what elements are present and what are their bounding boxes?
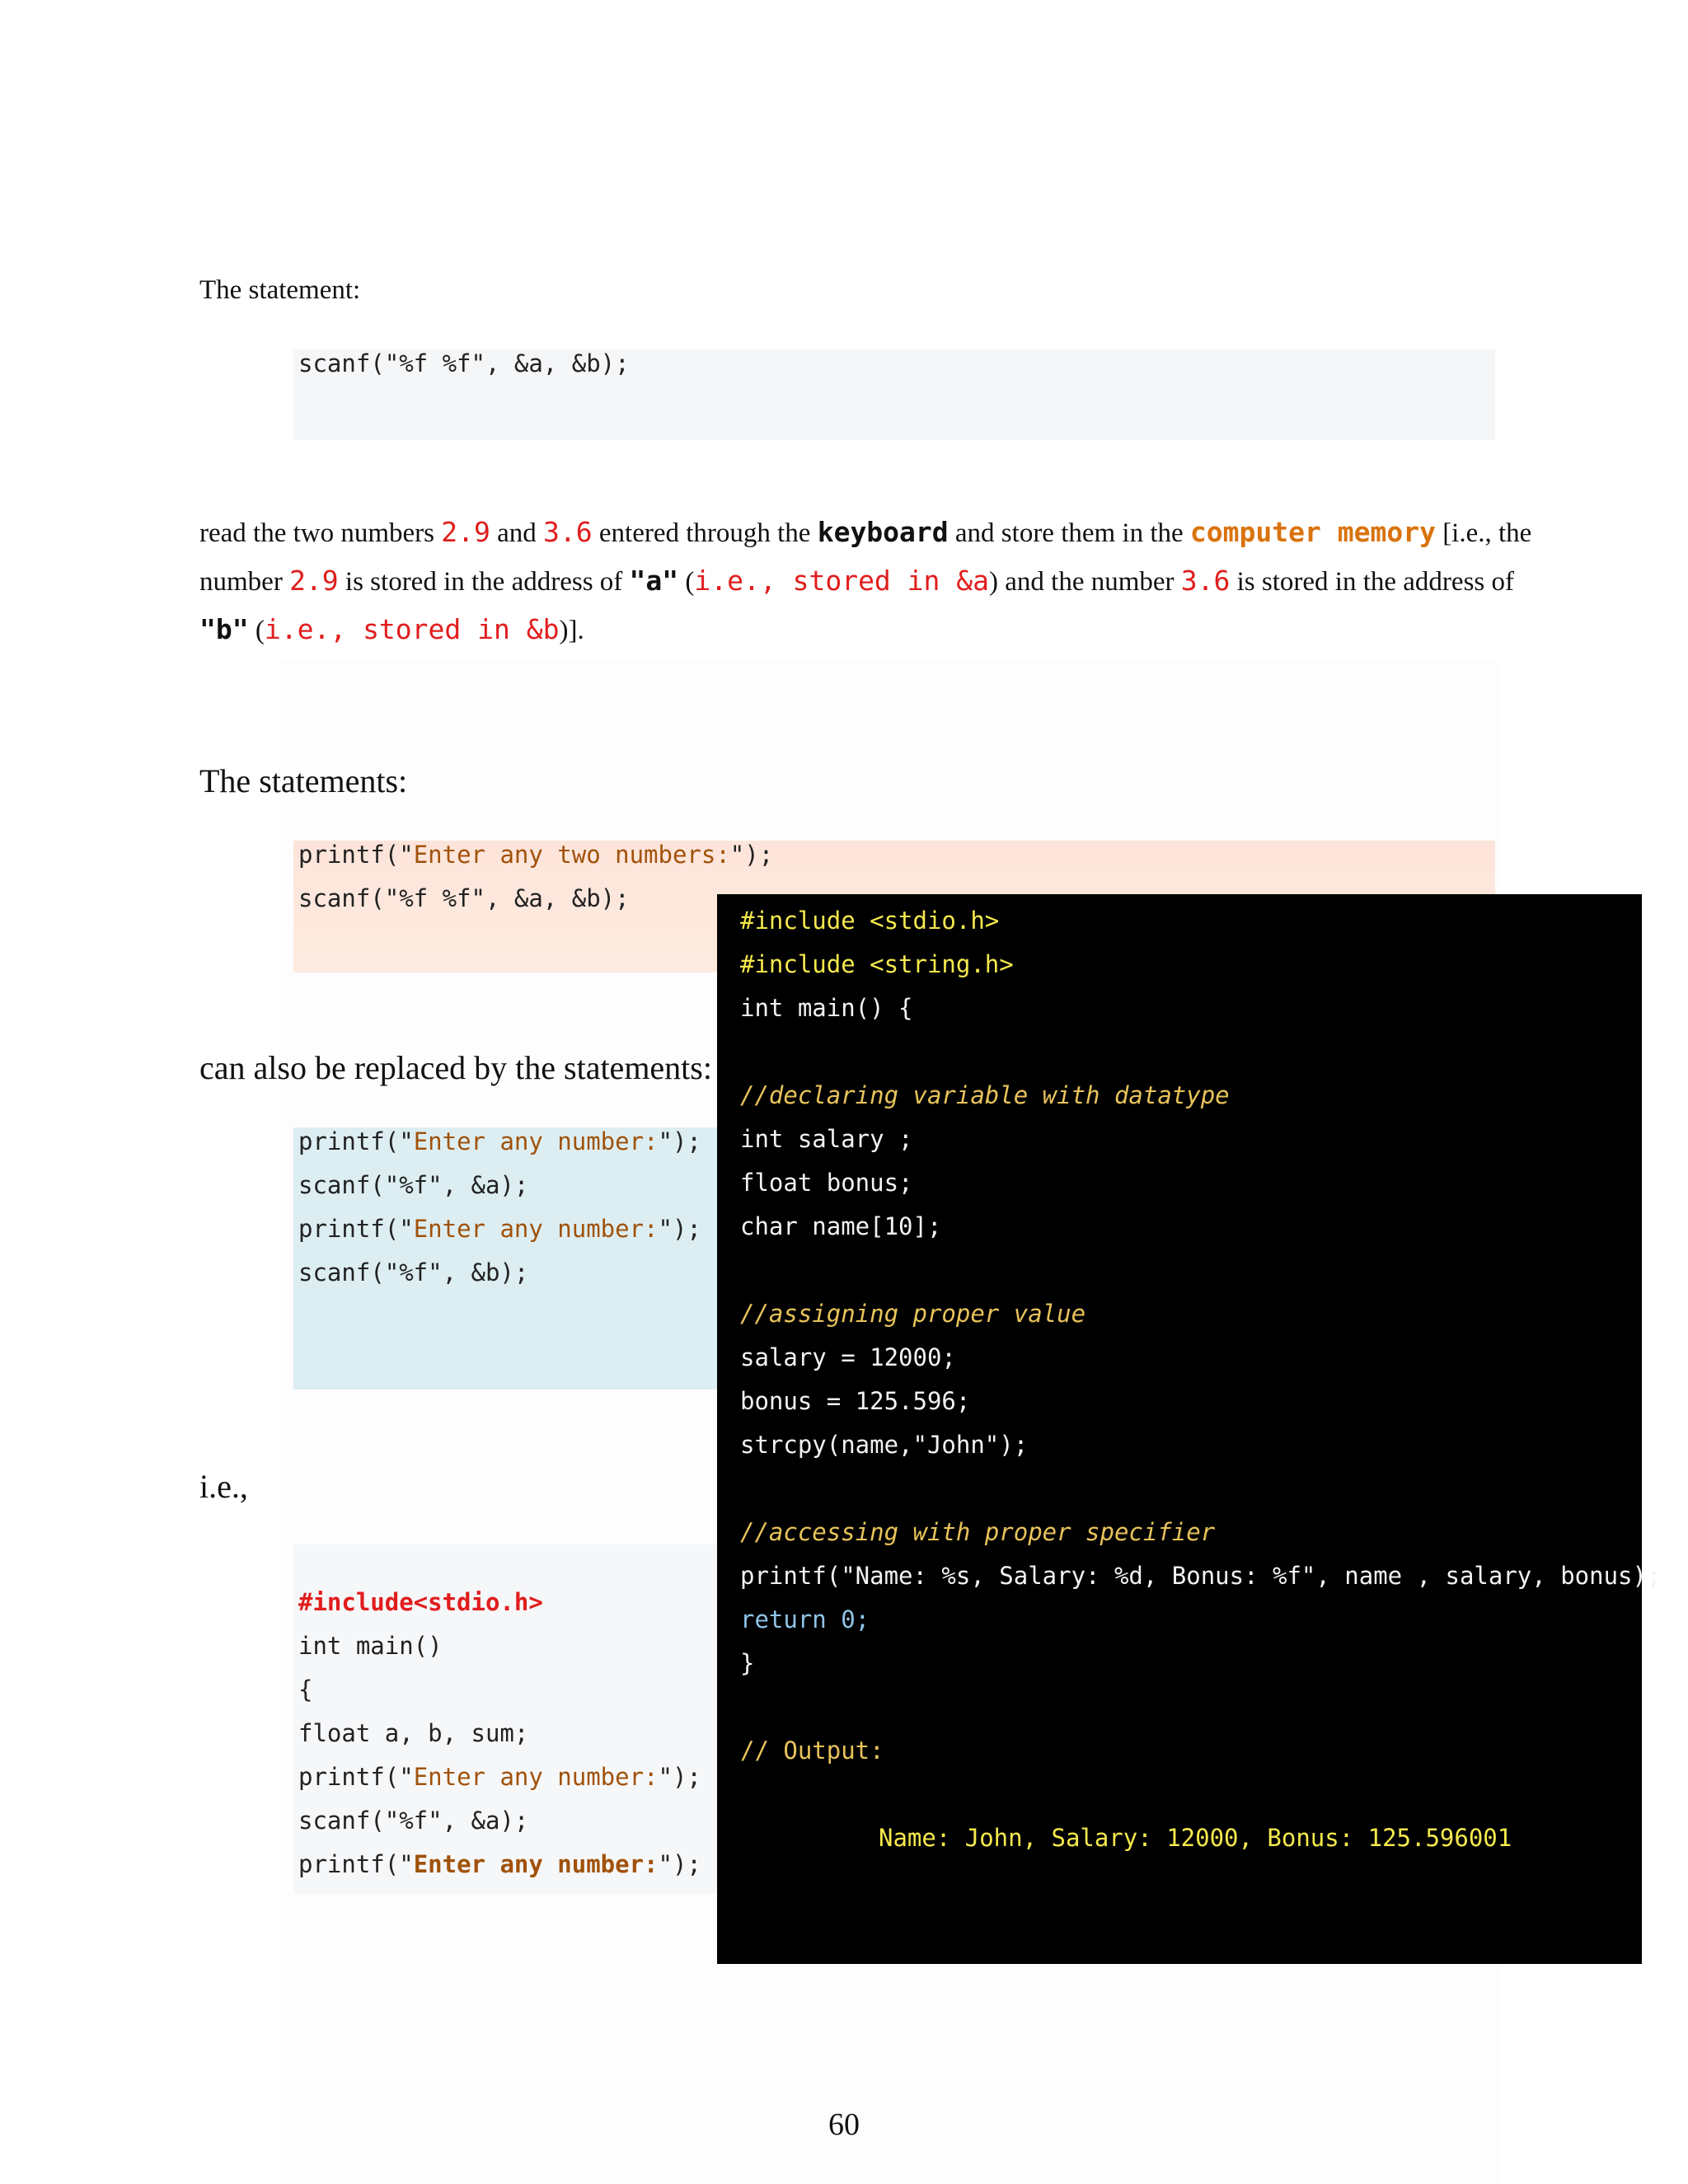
code-comment: // Output:: [740, 1736, 884, 1765]
code-line: salary = 12000;: [740, 1343, 956, 1371]
paragraph-line-1: read the two numbers 2.9 and 3.6 entered through the keyboard and store them in the computer memory [i.e., the: [199, 516, 1532, 548]
code-line: printf("Enter any number:");: [298, 1850, 701, 1878]
code-line: {: [298, 1675, 313, 1704]
paragraph-line-3: "b" (i.e., stored in &b)].: [199, 613, 584, 645]
code-line: float bonus;: [740, 1169, 913, 1197]
code-line: scanf("%f", &a);: [298, 1171, 529, 1199]
code-line: int main(): [298, 1632, 443, 1660]
code-line-include: #include <stdio.h>: [740, 907, 1000, 935]
code-line: strcpy(name,"John");: [740, 1431, 1029, 1459]
dark-code-overlay: [717, 894, 1662, 1964]
code-line: printf("Name: %s, Salary: %d, Bonus: %f", name , salary, bonus);: [740, 1562, 1662, 1590]
code-line: printf("Enter any two numbers:");: [298, 841, 774, 869]
code-line: scanf("%f %f", &a, &b);: [298, 349, 630, 377]
code-comment: //declaring variable with datatype: [740, 1081, 1230, 1109]
section-label-statement: The statement:: [199, 275, 361, 305]
code-comment: //accessing with proper specifier: [740, 1518, 1216, 1546]
code-line: scanf("%f", &b);: [298, 1258, 529, 1286]
output-line: Name: John, Salary: 12000, Bonus: 125.596001: [879, 1824, 1512, 1852]
code-line: char name[10];: [740, 1212, 942, 1240]
code-line-return: return 0;: [740, 1605, 870, 1633]
code-line: int salary ;: [740, 1125, 913, 1153]
code-comment: //assigning proper value: [740, 1300, 1086, 1328]
page-number: 60: [828, 2107, 860, 2142]
section-label-replaced: can also be replaced by the statements:: [199, 1049, 712, 1086]
code-line: int main() {: [740, 994, 913, 1022]
section-label-ie: i.e.,: [199, 1468, 248, 1505]
code-line: printf("Enter any number:");: [298, 1127, 701, 1155]
code-line: scanf("%f %f", &a, &b);: [298, 884, 630, 912]
code-line-include: #include<stdio.h>: [298, 1588, 543, 1616]
code-line: printf("Enter any number:");: [298, 1215, 701, 1243]
paragraph-line-2: number 2.9 is stored in the address of "a" (i.e., stored in &a) and the number 3.6 is stored in the address of: [199, 565, 1514, 597]
code-line: float a, b, sum;: [298, 1719, 529, 1747]
code-line-include: #include <string.h>: [740, 950, 1014, 978]
section-label-statements: The statements:: [199, 762, 408, 799]
code-line: bonus = 125.596;: [740, 1387, 971, 1415]
code-line: printf("Enter any number:");: [298, 1763, 701, 1791]
code-line: }: [740, 1649, 755, 1677]
code-line: scanf("%f", &a);: [298, 1807, 529, 1835]
